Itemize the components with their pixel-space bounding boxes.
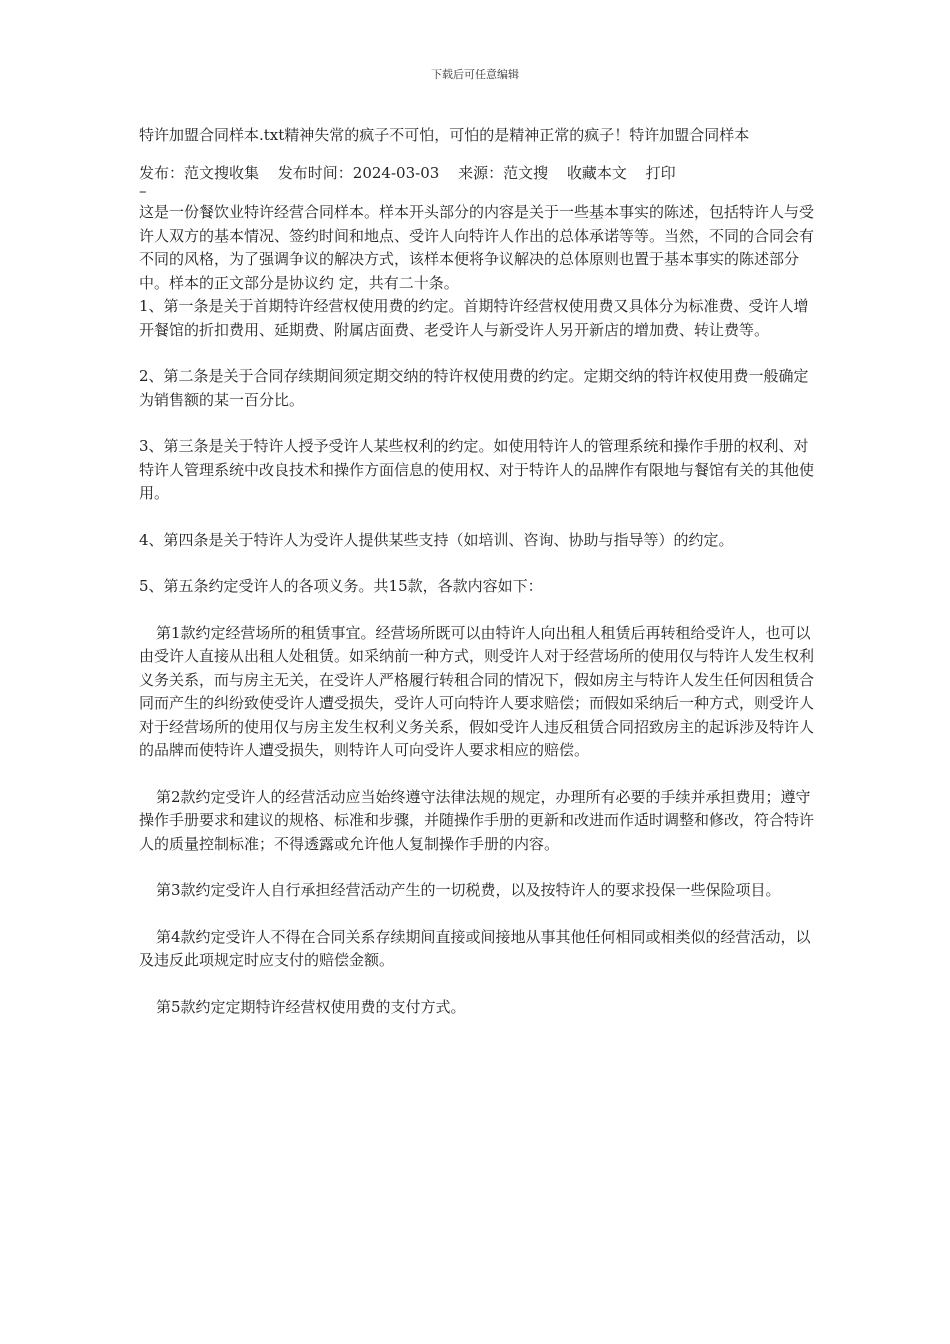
header-note: 下载后可任意编辑 [431, 68, 519, 81]
clause-paragraph: 第4款约定受许人不得在合同关系存续期间直接或间接地从事其他任何相同或相类似的经营活动，以及违反此项规定时应支付的赔偿金额。 [139, 927, 811, 969]
document-body [139, 124, 819, 1019]
list-item: 3、第三条是关于特许人授予受许人某些权利的约定。如使用特许人的管理系统和操作手册的权利、对特许人管理系统中改良技术和操作方面信息的使用权、对于特许人的品牌作有限地与餐馆有关的其他使用。 [139, 437, 815, 502]
meta-line [139, 162, 819, 186]
list-item: 5、第五条约定受许人的各项义务。共15款，各款内容如下： [139, 577, 543, 595]
document-title: 特许加盟合同样本.txt精神失常的疯子不可怕，可怕的是精神正常的疯子！特许加盟合同样本 [139, 126, 750, 144]
list-item: 2、第二条是关于合同存续期间须定期交纳的特许权使用费的约定。定期交纳的特许权使用费一般确定为销售额的某一百分比。 [139, 367, 809, 409]
meta-publish-time: 发布时间：2024-03-03 [277, 163, 440, 182]
clause-paragraph: 第5款约定定期特许经营权使用费的支付方式。 [156, 997, 466, 1016]
list-item: 1、第一条是关于首期特许经营权使用费的约定。首期特许经营权使用费又具体分为标准费、受许人增开餐馆的折扣费用、延期费、附属店面费、老受许人与新受许人另开新店的增加费、转让费等。 [139, 297, 809, 339]
meta-dash: – [139, 182, 147, 200]
list-item: 4、第四条是关于特许人为受许人提供某些支持（如培训、咨询、协助与指导等）的约定。 [139, 530, 734, 549]
clause-paragraph: 第3款约定受许人自行承担经营活动产生的一切税费，以及按特许人的要求投保一些保险项目。 [156, 881, 781, 899]
intro-paragraph: 这是一份餐饮业特许经营合同样本。样本开头部分的内容是关于一些基本事实的陈述，包括特许人与受许人双方的基本情况、签约时间和地点、受许人向特许人作出的总体承诺等等。当然，不同的合同会有不同的风格，为了强调争议的解决方式，该样本便将争议解决的总体原则也置于基本事实的陈述部分中。样本的正文部分是协议约 定，共有二十条。 [139, 203, 815, 292]
meta-publisher: 发布：范文搜收集 [139, 163, 260, 182]
print-link[interactable]: 打印 [645, 163, 676, 182]
meta-source: 来源：范文搜 [458, 163, 549, 182]
clause-paragraph: 第1款约定经营场所的租赁事宜。经营场所既可以由特许人向出租人租赁后再转租给受许人，也可以由受许人直接从出租人处租赁。如采纳前一种方式，则受许人对于经营场所的使用仅与特许人发生权利义务关系，而与房主无关，在受许人严格履行转租合同的情况下，假如房主与特许人发生任何因租赁合同而产生的纠纷致使受许人遭受损失，受许人可向特许人要求赔偿；而假如采纳后一种方式，则受许人对于经营场所的使用仅与房主发生权利义务关系，假如受许人违反租赁合同招致房主的起诉涉及特许人的品牌而使特许人遭受损失，则特许人可向受许人要求相应的赔偿。 [139, 623, 815, 759]
clause-paragraph: 第2款约定受许人的经营活动应当始终遵守法律法规的规定，办理所有必要的手续并承担费用；遵守操作手册要求和建议的规格、标准和步骤，并随操作手册的更新和改进而作适时调整和修改，符合特许人的质量控制标准；不得透露或允许他人复制操作手册的内容。 [139, 787, 815, 853]
favorite-link[interactable]: 收藏本文 [566, 163, 627, 182]
